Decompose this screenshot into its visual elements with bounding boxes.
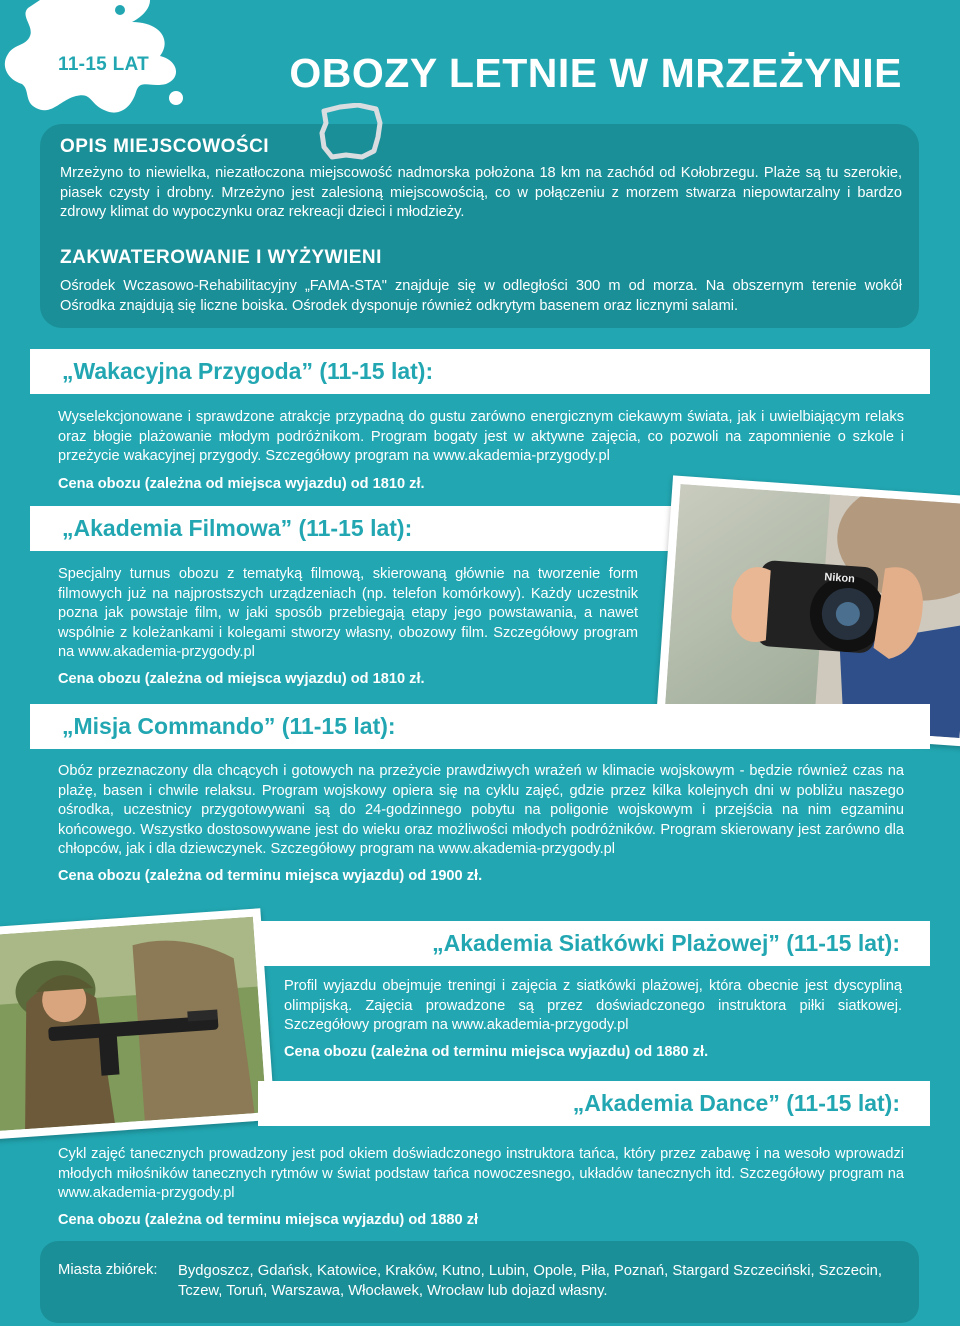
lodging-heading: ZAKWATEROWANIE I WYŻYWIENI xyxy=(60,247,382,268)
camp-text-wakacyjna-przygoda: Wyselekcjonowane i sprawdzone atrakcje przypadną do gustu zarówno energicznym ciekawym świata, jak i uwielbiającym relaks oraz błogie plażowanie młodym podróżnikom. Program bogaty jest w aktywne zajęcia, co pozwoli na zapomnienie o szkole i przeżycie wakacyjnej przygody. Szczegółowy program na www.akademia-przygody.pl xyxy=(58,409,904,464)
children-with-rifles-image xyxy=(0,917,267,1131)
lodging-text: Ośrodek Wczasowo-Rehabilitacyjny „FAMA-STA" znajduje się w odległości 300 m od morza. Na obszernym terenie wokół Ośrodka znajdują się liczne boiska. Ośrodek dysponuje również odkrytym basenem oraz licznymi salami. xyxy=(60,278,902,314)
child-with-camera-image xyxy=(664,484,960,738)
camp-title-misja-commando: „Misja Commando” (11-15 lat): xyxy=(30,704,930,749)
cities-label: Miasta zbiórek: xyxy=(58,1262,158,1278)
cities-list: Bydgoszcz, Gdańsk, Katowice, Kraków, Kutno, Lubin, Opole, Piła, Poznań, Stargard Szczeciński, Szczecin, Tczew, Toruń, Warszawa, Włocławek, Wrocław lub dojazd własny. xyxy=(178,1263,883,1299)
camp-price-akademia-dance: Cena obozu (zależna od terminu miejsca wyjazdu) od 1880 zł xyxy=(58,1212,479,1228)
camp-text-misja-commando: Obóz przeznaczony dla chcących i gotowych na przeżycie prawdziwych wrażeń w klimacie wojskowym - będzie również czas na plażę, basen i chwile relaksu. Program wojskowy opiera się na cyklu zajęć, gdzie przez kilka kolejnych dni w pobliżu naszego ośrodka, uczestnicy przygotowywani są do 24-godzinnego pobytu na poligonie wojskowym i przejścia na nim egzaminu końcowego. Wszystko dostosowywane jest do wieku oraz możliwości młodych podróżników. Program skierowany jest zarówno dla chłopców, jak i dla dziewczynek. Szczegółowy program na www.akademia-przygody.pl xyxy=(58,763,904,857)
age-badge: 11-15 LAT xyxy=(58,54,150,75)
camp-text-akademia-siatkowki: Profil wyjazdu obejmuje treningi i zajęcia z siatkówki plażowej, która obecnie jest dyscypliną olimpijską. Zajęcia prowadzone są przez doświadczonego instruktora piłki siatkowej. Szczegółowy program na www.akademia-przygody.pl xyxy=(284,978,902,1033)
camp-text-akademia-filmowa: Specjalny turnus obozu z tematyką filmową, skierowaną głównie na tworzenie form filmowych już na najprostszych urządzeniach (np. telefon komórkowy). Każdy uczestnik pozna jak powstaje film, w jaki sposób przebiegają etapy jego powstawania, a nawet wspólnie z koleżankami i kolegami stworzy własny, obozowy film. Szczegółowy program na www.akademia-przygody.pl xyxy=(58,566,638,660)
commando-photo xyxy=(0,908,275,1140)
camp-price-wakacyjna-przygoda: Cena obozu (zależna od miejsca wyjazdu) od 1810 zł. xyxy=(58,476,425,492)
camp-text-akademia-dance: Cykl zajęć tanecznych prowadzony jest pod okiem doświadczonego instruktora tańca, który przez zabawę i na wesoło wprowadzi młodych miłośników tanecznych rytmów w świat podstaw tańca nowoczesnego, układów tanecznych itd. Szczegółowy program na www.akademia-przygody.pl xyxy=(58,1146,904,1201)
camp-title-akademia-siatkowki: „Akademia Siatkówki Plażowej” (11-15 lat): xyxy=(258,921,930,966)
camp-price-akademia-siatkowki: Cena obozu (zależna od terminu miejsca wyjazdu) od 1880 zł. xyxy=(284,1044,709,1060)
place-heading: OPIS MIEJSCOWOŚCI xyxy=(60,136,270,157)
camp-title-akademia-filmowa: „Akademia Filmowa” (11-15 lat): xyxy=(30,506,682,551)
camp-title-akademia-dance: „Akademia Dance” (11-15 lat): xyxy=(258,1081,930,1126)
poland-map-icon xyxy=(318,103,384,161)
page-title: OBOZY LETNIE W MRZEŻYNIE xyxy=(289,50,902,96)
camera-brand-label: Nikon xyxy=(823,571,856,586)
camp-price-akademia-filmowa: Cena obozu (zależna od miejsca wyjazdu) od 1810 zł. xyxy=(58,671,425,687)
camp-price-misja-commando: Cena obozu (zależna od terminu miejsca wyjazdu) od 1900 zł. xyxy=(58,868,483,884)
place-text: Mrzeżyno to niewielka, niezatłoczona miejscowość nadmorska położona 18 km na zachód od Kołobrzegu. Plaże są tu szerokie, piasek czysty i drobny. Mrzeżyno jest zalesioną miejscowością, co w połączeniu z morzem stwarza niepowtarzalny i bardzo zdrowy klimat do wypoczynku oraz rekreacji dzieci i młodzieży. xyxy=(60,165,902,220)
camp-title-wakacyjna-przygoda: „Wakacyjna Przygoda” (11-15 lat): xyxy=(30,349,930,394)
